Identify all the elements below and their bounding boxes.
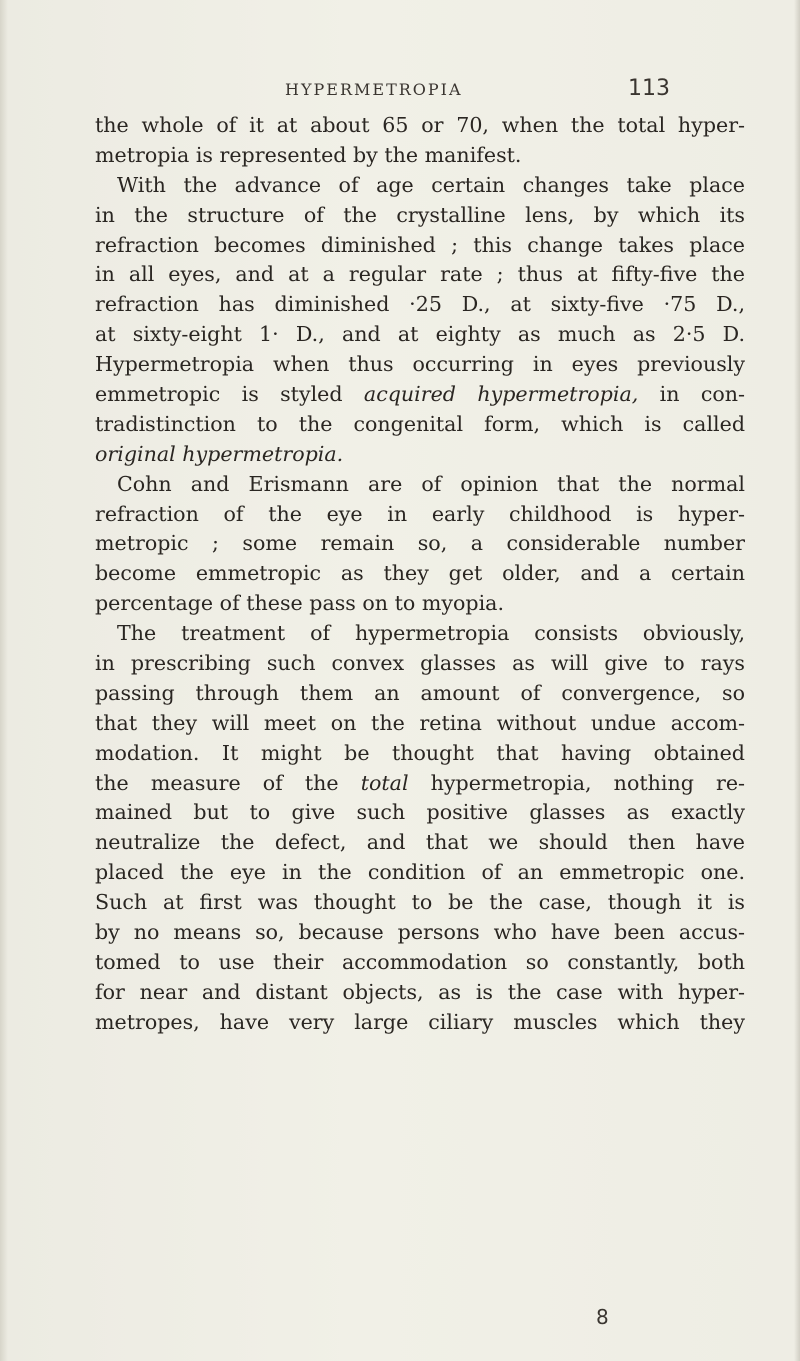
text-line: refraction becomes diminished ; this change takes place — [95, 232, 745, 257]
text-line: neutralize the defect, and that we should then have — [95, 830, 745, 855]
text-line — [95, 440, 745, 470]
text-run: tradistinction to the congenital form, which is called — [95, 411, 745, 436]
running-head: HYPERMETROPIA — [285, 80, 463, 99]
text-line: Cohn and Erismann are of opinion that the normal — [117, 471, 745, 496]
text-line — [95, 350, 745, 380]
text-line: in prescribing such convex glasses as will give to rays — [95, 651, 745, 676]
text-line: become emmetropic as they get older, and a certain — [95, 561, 745, 586]
text-line: for near and distant objects, as is the case with hyper- — [95, 979, 745, 1004]
text-line: in all eyes, and at a regular rate ; thus at fifty-five the — [95, 262, 745, 287]
page-gutter-shadow — [0, 0, 8, 1361]
text-line: metropic ; some remain so, a considerable number — [95, 531, 745, 556]
text-line: modation. It might be thought that having obtained — [95, 740, 745, 765]
text-line: passing through them an amount of convergence, so — [95, 680, 745, 705]
text-line: metropia is represented by the manifest. — [95, 142, 522, 167]
page-number: 113 — [628, 76, 670, 101]
text-run: hypermetropia, nothing re- — [408, 770, 745, 795]
text-line — [95, 769, 745, 799]
page-edge-shadow — [794, 0, 800, 1361]
text-line: refraction has diminished ·25 D., at sixty-five ·75 D., — [95, 292, 745, 317]
signature-mark: 8 — [596, 1305, 609, 1329]
italic-term: total — [360, 770, 409, 795]
text-line: placed the eye in the condition of an emmetropic one. — [95, 860, 745, 885]
text-line: tomed to use their accommodation so constantly, both — [95, 949, 745, 974]
text-line: percentage of these pass on to myopia. — [95, 591, 504, 616]
text-run: Hypermetropia when thus occurring in eyes previously — [95, 352, 745, 377]
text-line — [95, 380, 745, 410]
text-line: in the structure of the crystalline lens, by which its — [95, 202, 745, 227]
text-run: the measure of the — [95, 770, 361, 795]
text-line: The treatment of hypermetropia consists obviously, — [117, 621, 745, 646]
text-line — [95, 410, 745, 440]
body-text — [95, 111, 745, 1038]
text-line: refraction of the eye in early childhood is hyper- — [95, 501, 745, 526]
text-line: by no means so, because persons who have been accus- — [95, 920, 745, 945]
text-line: Such at first was thought to be the case, though it is — [95, 890, 745, 915]
text-line: the whole of it at about 65 or 70, when the total hyper- — [95, 113, 745, 137]
page-header — [0, 76, 800, 110]
text-line: that they will meet on the retina without undue accom- — [95, 710, 745, 735]
text-run: emmetropic is styled — [95, 382, 364, 407]
text-line: mained but to give such positive glasses as exactly — [95, 800, 745, 825]
text-line: metropes, have very large ciliary muscles which they — [95, 1009, 745, 1034]
text-line: With the advance of age certain changes take place — [117, 172, 745, 197]
italic-term: original hypermetropia. — [95, 441, 344, 466]
text-run: in con- — [638, 382, 745, 407]
text-line: at sixty-eight 1· D., and at eighty as much as 2·5 D. — [95, 322, 745, 347]
italic-term: acquired hypermetropia, — [363, 382, 639, 407]
